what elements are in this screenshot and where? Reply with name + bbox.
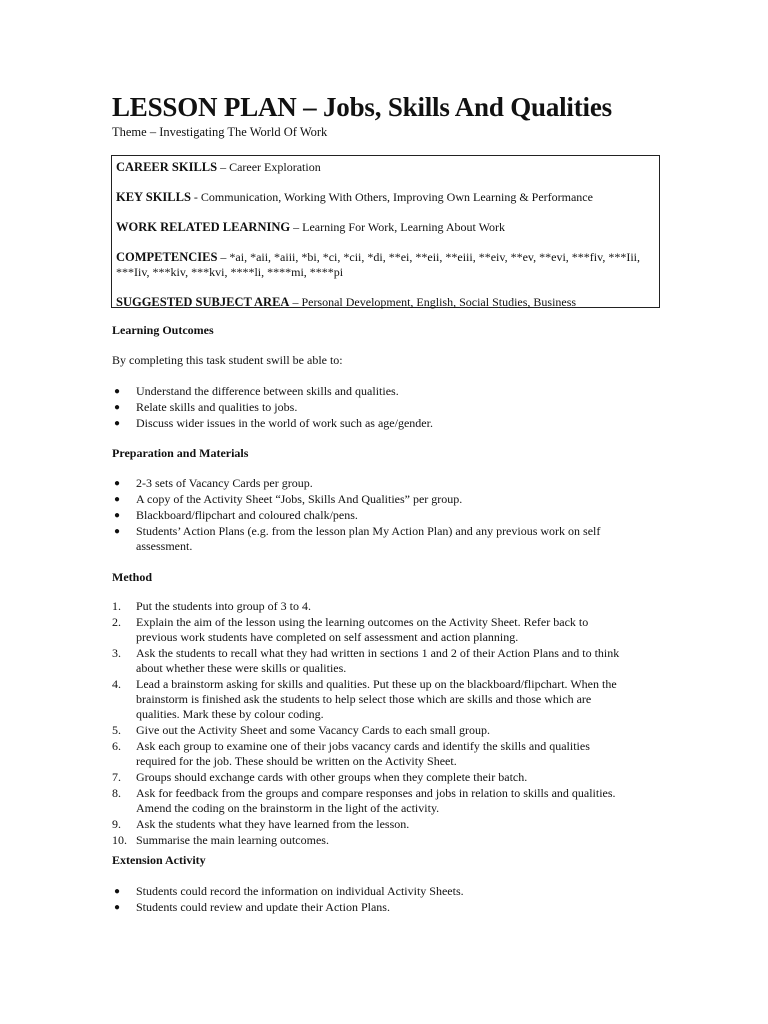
list-item: ● Relate skills and qualities to jobs. (114, 400, 298, 414)
bullet-icon: ● (114, 510, 121, 521)
list-item: 10. Summarise the main learning outcomes. (112, 833, 329, 847)
info-value: Learning For Work, Learning About Work (302, 220, 506, 234)
list-item: ● Understand the difference between skills and qualities. (114, 384, 399, 398)
info-label: SUGGESTED SUBJECT AREA (116, 295, 290, 309)
info-row: WORK RELATED LEARNING – Learning For Work, Learning About Work (116, 220, 506, 234)
list-item: 3. Ask the students to recall what they had written in sections 1 and 2 of their Action Plans and to think about whether these were skills or qualities. (112, 646, 620, 675)
list-item: ● A copy of the Activity Sheet “Jobs, Skills And Qualities” per group. (114, 492, 463, 506)
info-row: CAREER SKILLS – Career Exploration (116, 160, 321, 174)
info-value: Career Exploration (229, 160, 321, 174)
info-value: *ai, *aii, *aiii, *bi, *ci, *cii, *di, **ei, **eii, **eiii, **eiv, **ev, **evi, ***fiv, ***Iii, ***Iiv, ***kiv, ***kvi, ****li, ****mi, ****pi (116, 250, 640, 279)
list-item: 4. Lead a brainstorm asking for skills and qualities. Put these up on the blackboard/flipchart. When the brainstorm is finished ask the students to help select those which are skills and those which are qualities. Mark these by colour coding. (112, 677, 617, 721)
list-item: ● Discuss wider issues in the world of work such as age/gender. (114, 416, 433, 430)
list-item: 1. Put the students into group of 3 to 4. (112, 599, 311, 613)
info-label: COMPETENCIES (116, 250, 218, 264)
bullet-icon: ● (114, 886, 121, 897)
learning-outcomes-intro: By completing this task student swill be able to: (112, 353, 343, 367)
info-label: WORK RELATED LEARNING (116, 220, 291, 234)
theme-subtitle: Theme – Investigating The World Of Work (112, 125, 328, 139)
list-item: ● Students could record the information on individual Activity Sheets. (114, 884, 464, 898)
section-heading-preparation: Preparation and Materials (112, 446, 249, 460)
list-item: ● Students could review and update their Action Plans. (114, 900, 390, 914)
bullet-icon: ● (114, 494, 121, 505)
info-row: KEY SKILLS - Communication, Working With Others, Improving Own Learning & Performance (116, 190, 593, 204)
section-heading-extension: Extension Activity (112, 853, 206, 867)
method-list (112, 599, 632, 849)
info-row: SUGGESTED SUBJECT AREA – Personal Development, English, Social Studies, Business (116, 295, 577, 309)
section-heading-learning-outcomes: Learning Outcomes (112, 323, 214, 337)
list-item: 2. Explain the aim of the lesson using the learning outcomes on the Activity Sheet. Refer back to previous work students have completed on self assessment and action planning. (112, 615, 589, 644)
info-label: CAREER SKILLS (116, 160, 218, 174)
info-box (111, 155, 660, 308)
learning-outcomes-list (112, 384, 632, 432)
list-item: ● 2-3 sets of Vacancy Cards per group. (114, 476, 313, 490)
list-item: 6. Ask each group to examine one of their jobs vacancy cards and identify the skills and qualities required for the job. These should be written on the Activity Sheet. (112, 739, 590, 768)
bullet-icon: ● (114, 902, 121, 913)
list-item: 8. Ask for feedback from the groups and compare responses and jobs in relation to skills and qualities. Amend the coding on the brainstorm in the light of the activity. (112, 786, 616, 815)
bullet-icon: ● (114, 526, 121, 537)
list-item: 5. Give out the Activity Sheet and some Vacancy Cards to each small group. (112, 723, 491, 737)
info-value: Communication, Working With Others, Improving Own Learning & Performance (200, 190, 593, 204)
list-item: 9. Ask the students what they have learned from the lesson. (112, 817, 410, 831)
bullet-icon: ● (114, 386, 121, 397)
preparation-list (112, 476, 632, 555)
page-title: LESSON PLAN – Jobs, Skills And Qualities (112, 92, 612, 122)
info-label: KEY SKILLS (116, 190, 191, 204)
info-value: Personal Development, English, Social Studies, Business (301, 295, 577, 309)
bullet-icon: ● (114, 478, 121, 489)
list-item: ● Blackboard/flipchart and coloured chalk/pens. (114, 508, 358, 522)
list-item: ● Students’ Action Plans (e.g. from the lesson plan My Action Plan) and any previous work on self assessment. (114, 524, 601, 553)
list-item: 7. Groups should exchange cards with other groups when they complete their batch. (112, 770, 528, 784)
extension-list (112, 884, 632, 916)
section-heading-method: Method (112, 570, 152, 584)
info-row: COMPETENCIES – *ai, *aii, *aiii, *bi, *ci, *cii, *di, **ei, **eii, **eiii, **eiv, **ev, **evi, ***fiv, ***Iii, ***Iiv, ***kiv, ***kvi, ****li, ****mi, ****pi (116, 250, 640, 279)
bullet-icon: ● (114, 418, 121, 429)
bullet-icon: ● (114, 402, 121, 413)
